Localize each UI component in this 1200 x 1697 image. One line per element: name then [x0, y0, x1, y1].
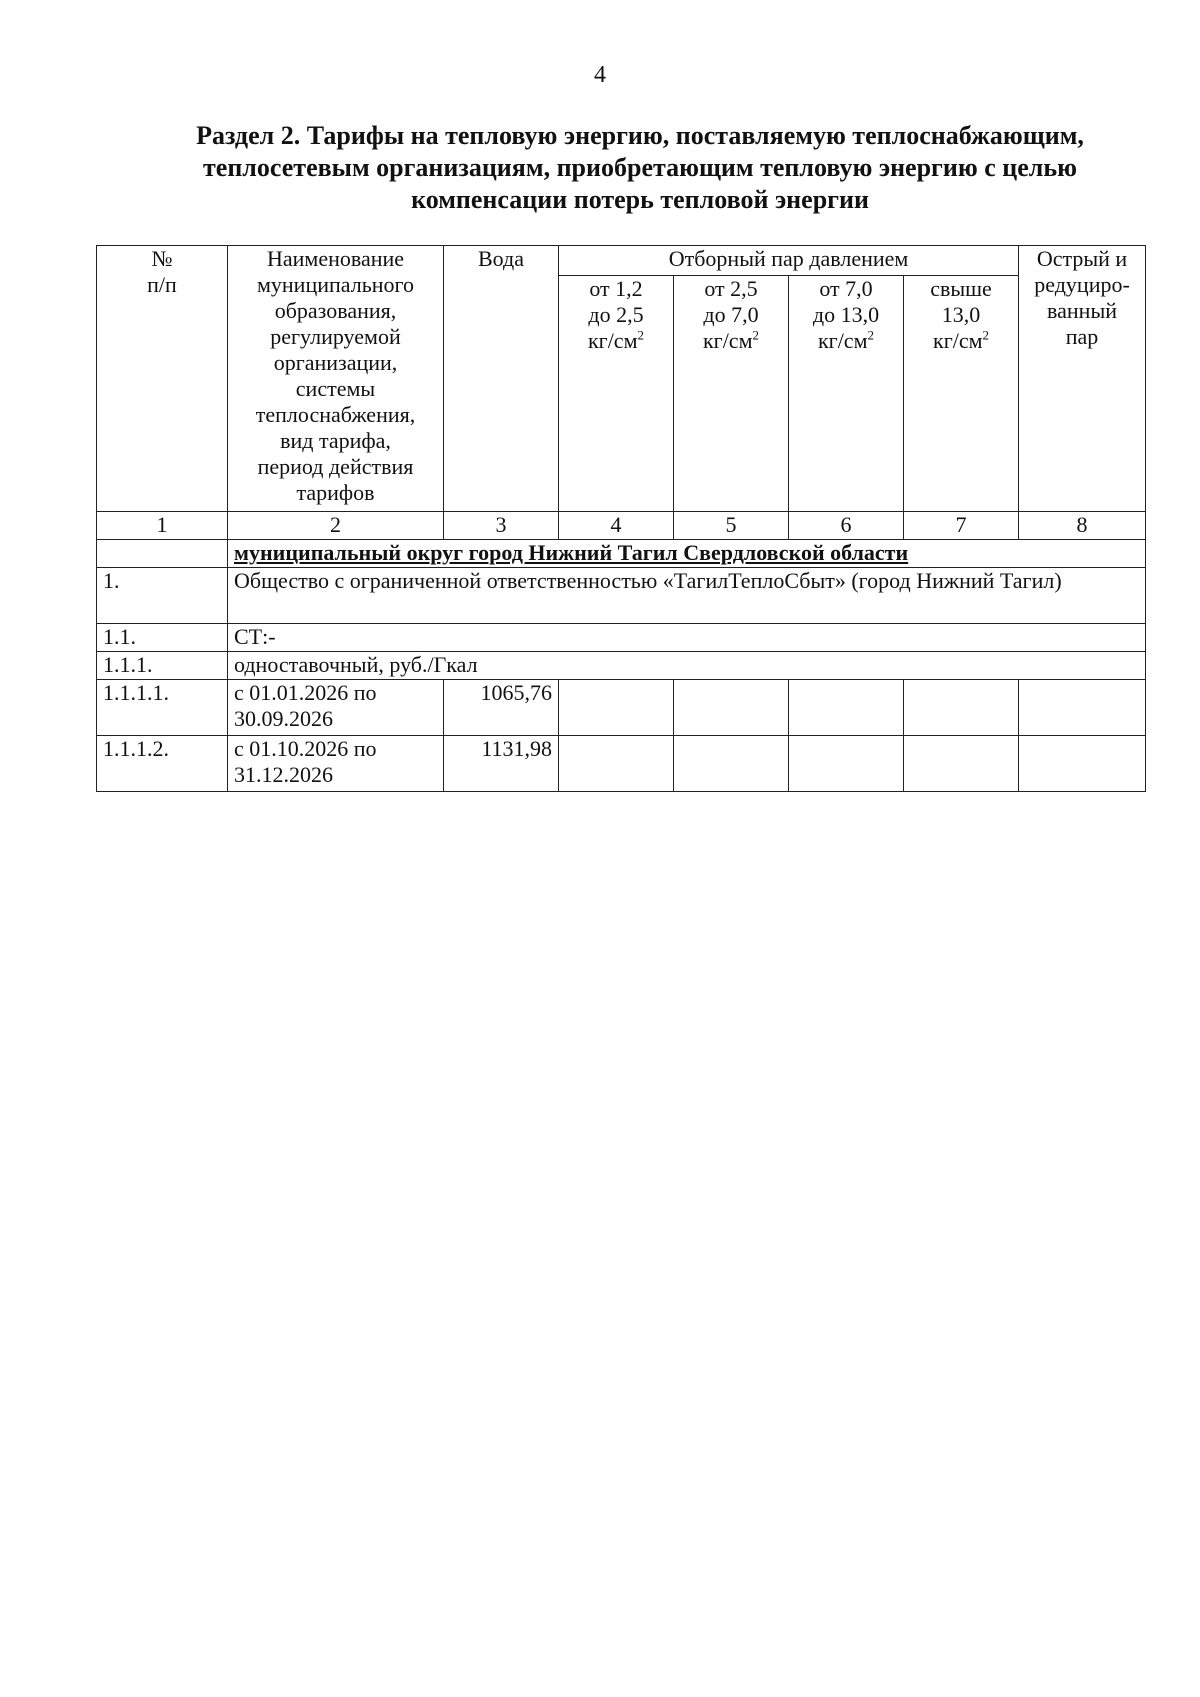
header-steam-group: Отборный пар давлением [559, 246, 1019, 276]
header-steam-col: свыше 13,0 $кг/см^2$ [904, 276, 1019, 512]
section-title [140, 120, 1140, 216]
region-name: муниципальный округ город Нижний Тагил Свердловской области [228, 540, 1146, 568]
column-number: 2 [228, 512, 444, 540]
table-row [97, 736, 1146, 792]
period-cell: с 01.01.2026 по 30.09.2026 [228, 680, 444, 736]
table-row [97, 652, 1146, 680]
table-row [97, 624, 1146, 652]
header-name-cell: Наименование муниципального образования, регулируемой организации, системы теплоснабжения, вид тарифа, период действия тарифов [228, 246, 444, 512]
table-row [97, 680, 1146, 736]
column-number: 7 [904, 512, 1019, 540]
column-number: 8 [1019, 512, 1146, 540]
page-number: 4 [594, 62, 606, 88]
header-number-cell: № п/п [97, 246, 228, 512]
header-steam-col: от 2,5 до 7,0 $кг/см^2$ [674, 276, 789, 512]
row-number: 1.1.1.1. [97, 680, 228, 736]
header-row-top [97, 246, 1146, 276]
organization-name: Общество с ограниченной ответственностью «ТагилТеплоСбыт» (город Нижний Тагил) [228, 568, 1146, 624]
row-number: 1.1.1. [97, 652, 228, 680]
system-name: СТ:- [228, 624, 1146, 652]
column-number: 4 [559, 512, 674, 540]
column-number: 5 [674, 512, 789, 540]
header-steam-col: от 7,0 до 13,0 $кг/см^2$ [789, 276, 904, 512]
water-tariff-value: 1131,98 [444, 736, 559, 792]
region-row [97, 540, 1146, 568]
tariff-table [96, 245, 1146, 792]
column-number-row [97, 512, 1146, 540]
header-water-cell: Вода [444, 246, 559, 512]
section-title-line: Раздел 2. Тарифы на тепловую энергию, поставляемую теплоснабжающим, [196, 121, 1084, 150]
water-tariff-value: 1065,76 [444, 680, 559, 736]
column-number: 3 [444, 512, 559, 540]
column-number: 6 [789, 512, 904, 540]
header-steam-col: от 1,2 до 2,5 $кг/см^2$ [559, 276, 674, 512]
column-number: 1 [97, 512, 228, 540]
row-number: 1. [97, 568, 228, 624]
row-number: 1.1. [97, 624, 228, 652]
header-live-steam-cell: Острый и редуциро- ванный пар [1019, 246, 1146, 512]
table-row [97, 568, 1146, 624]
period-cell: с 01.10.2026 по 31.12.2026 [228, 736, 444, 792]
section-title-line: теплосетевым организациям, приобретающим тепловую энергию с целью [203, 153, 1077, 182]
row-number: 1.1.1.2. [97, 736, 228, 792]
tariff-type: одноставочный, руб./Гкал [228, 652, 1146, 680]
section-title-line: компенсации потерь тепловой энергии [411, 185, 869, 214]
